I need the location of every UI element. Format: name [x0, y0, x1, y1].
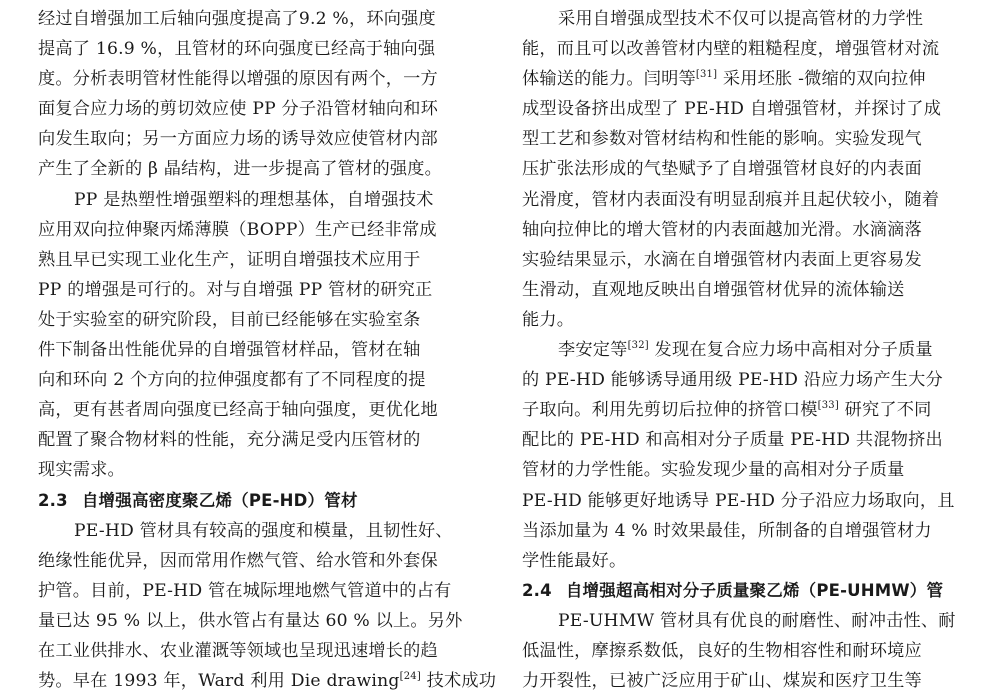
- text-line: [522, 335, 968, 365]
- text-line: 面复合应力场的剪切效应使 PP 分子沿管材轴向和环: [38, 99, 438, 120]
- text-line: 产生了全新的 β 晶结构，进一步提高了管材的强度。: [38, 159, 442, 180]
- text-line: 当添加量为 4 % 时效果最佳，所制备的自增强管材力: [522, 520, 932, 541]
- citation-ref: [24]: [399, 671, 421, 683]
- text-line: 熟且早已实现工业化生产，证明自增强技术应用于: [38, 249, 421, 270]
- section-title: 自增强高密度聚乙烯（PE-HD）管材: [81, 490, 358, 510]
- text-line: 度。分析表明管材性能得以增强的原因有两个，一方: [38, 69, 438, 90]
- text-line: 向和环向 2 个方向的拉伸强度都有了不同程度的提: [38, 370, 426, 391]
- text-line: 成型设备挤出成型了 PE-HD 自增强管材，并探讨了成: [522, 99, 942, 120]
- text-line: 提高了 16.9 %，且管材的环向强度已经高于轴向强: [38, 39, 436, 60]
- text-line: 实验结果显示，水滴在自增强管材内表面上更容易发: [522, 249, 922, 270]
- citation-ref: [31]: [695, 69, 718, 81]
- text-line: PP 是热塑性增强塑料的理想基体，自增强技术: [74, 189, 434, 210]
- text-line: 光滑度，管材内表面没有明显刮痕并且起伏较小，随着: [522, 189, 940, 210]
- text-fragment: 采用坯胀 -微缩的双向拉伸: [717, 69, 926, 90]
- citation-ref: [32]: [627, 340, 649, 352]
- text-line: 低温性，摩擦系数低，良好的生物相容性和耐环境应: [522, 640, 922, 661]
- text-line: PE-UHMW 管材具有优良的耐磨性、耐冲击性、耐: [558, 610, 956, 631]
- text-fragment: 子取向。利用先剪切后拉伸的挤管口模: [522, 400, 818, 421]
- text-line: 现实需求。: [38, 460, 125, 481]
- text-line: 的 PE-HD 能够诱导通用级 PE-HD 沿应力场产生大分: [522, 370, 943, 391]
- text-line: 绝缘性能优异，因而常用作燃气管、给水管和外套保: [38, 550, 438, 571]
- text-line: 件下制备出性能优异的自增强管材样品，管材在轴: [38, 340, 421, 361]
- text-line: PE-HD 能够更好地诱导 PE-HD 分子沿应力场取向，且: [522, 490, 955, 511]
- text-line: 配置了聚合物材料的性能，充分满足受内压管材的: [38, 430, 421, 451]
- text-line: [38, 666, 497, 696]
- text-line: PE-HD 管材具有较高的强度和模量，且韧性好、: [74, 520, 453, 541]
- left-column: [38, 4, 497, 696]
- text-line: PP 的增强是可行的。对与自增强 PP 管材的研究正: [38, 279, 433, 300]
- right-column: [522, 4, 968, 696]
- text-line: 经过自增强加工后轴向强度提高了9.2 %，环向强度: [38, 9, 436, 29]
- text-line: 学性能最好。: [522, 550, 627, 571]
- text-line: 力开裂性，已被广泛应用于矿山、煤炭和医疗卫生等: [522, 671, 922, 692]
- section-number: 2.3: [38, 490, 68, 510]
- text-line: 生滑动，直观地反映出自增强管材优异的流体输送: [522, 279, 905, 300]
- text-fragment: 技术成功: [420, 671, 497, 692]
- text-line: 压扩张法形成的气垫赋予了自增强管材良好的内表面: [522, 159, 922, 180]
- citation-ref: [33]: [817, 400, 839, 412]
- text-line: 能，而且可以改善管材内壁的粗糙程度，增强管材对流: [522, 39, 940, 60]
- section-heading-2-4: [522, 576, 968, 606]
- text-line: 配比的 PE-HD 和高相对分子质量 PE-HD 共混物挤出: [522, 430, 943, 451]
- text-line: 采用自增强成型技术不仅可以提高管材的力学性: [558, 9, 924, 29]
- text-line: [522, 395, 968, 425]
- text-line: 在工业供排水、农业灌溉等领域也呈现迅速增长的趋: [38, 640, 438, 661]
- section-number: 2.4: [522, 580, 552, 600]
- text-fragment: 研究了不同: [838, 400, 932, 421]
- text-line: 护管。目前，PE-HD 管在城际埋地燃气管道中的占有: [38, 580, 452, 601]
- text-line: 轴向拉伸比的增大管材的内表面越加光滑。水滴滴落: [522, 219, 922, 240]
- text-line: 量已达 95 % 以上，供水管占有量达 60 % 以上。另外: [38, 610, 463, 631]
- text-line: 高，更有甚者周向强度已经高于轴向强度，更优化地: [38, 400, 438, 421]
- text-fragment: 李安定等: [558, 340, 628, 361]
- section-title: 自增强超高相对分子质量聚乙烯（PE-UHMW）管: [565, 580, 944, 600]
- text-line: 应用双向拉伸聚丙烯薄膜（BOPP）生产已经非常成: [38, 219, 437, 240]
- text-line: 管材的力学性能。实验发现少量的高相对分子质量: [522, 460, 905, 481]
- text-line: [522, 64, 968, 94]
- text-line: 能力。: [522, 309, 575, 330]
- text-fragment: 势。早在 1993 年，Ward 利用 Die drawing: [38, 671, 400, 692]
- section-heading-2-3: [38, 486, 484, 516]
- text-fragment: 发现在复合应力场中高相对分子质量: [648, 340, 933, 361]
- text-line: 向发生取向；另一方面应力场的诱导效应使管材内部: [38, 129, 438, 150]
- text-fragment: 体输送的能力。闫明等: [522, 69, 696, 90]
- text-line: 处于实验室的研究阶段，目前已经能够在实验室条: [38, 309, 421, 330]
- text-line: 型工艺和参数对管材结构和性能的影响。实验发现气: [522, 129, 922, 150]
